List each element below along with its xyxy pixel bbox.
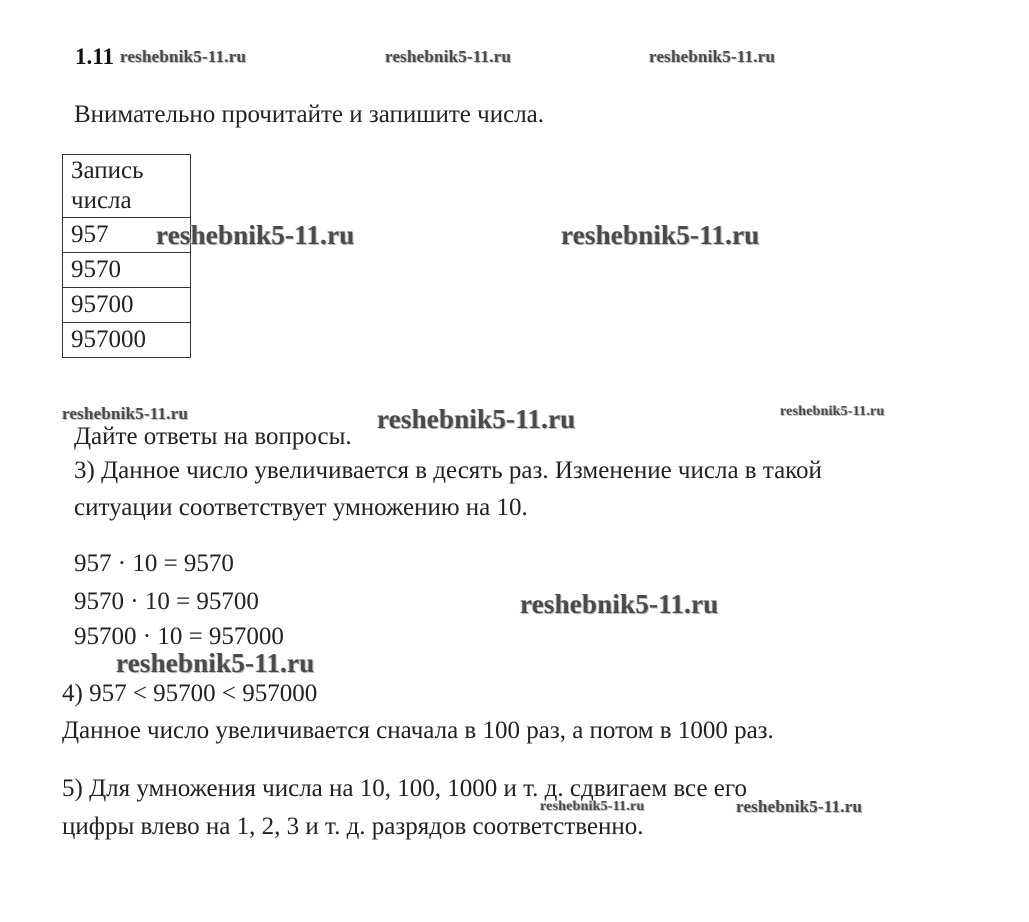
table-row [63,253,191,288]
answer4-line2: Данное число увеличивается сначала в 100 раз, а потом в 1000 раз. [62,717,774,744]
equation-1: 957 · 10 = 9570 [74,550,234,577]
watermark: reshebnik5-11.ru [156,220,355,250]
watermark: reshebnik5-11.ru [377,404,576,434]
watermark: reshebnik5-11.ru [120,47,247,66]
table-cell: 957 [63,218,191,253]
watermark: reshebnik5-11.ru [561,220,760,250]
instruction-text: Внимательно прочитайте и запишите числа. [74,101,545,128]
table-header-cell [63,155,191,218]
table-row [63,288,191,323]
watermark: reshebnik5-11.ru [736,797,863,816]
watermark: reshebnik5-11.ru [649,47,776,66]
answer4-line1: 4) 957 < 95700 < 957000 [62,680,318,707]
watermark: reshebnik5-11.ru [780,404,885,419]
table-cell: 9570 [63,253,191,288]
number-table [62,154,191,358]
table-header-row [63,155,191,218]
task-number: 1.11 [75,44,114,69]
answer5-line2: цифры влево на 1, 2, 3 и т. д. разрядов соответственно. [62,813,644,840]
watermark: reshebnik5-11.ru [540,799,645,814]
answer3-line2: ситуации соответствует умножению на 10. [74,494,528,521]
table-row [63,323,191,358]
answer3-line1: 3) Данное число увеличивается в десять раз. Изменение числа в такой [74,457,822,484]
table-header-line1: Запись [71,157,144,184]
table-cell: 95700 [63,288,191,323]
watermark: reshebnik5-11.ru [62,404,189,423]
watermark: reshebnik5-11.ru [116,648,315,678]
watermark: reshebnik5-11.ru [385,47,512,66]
equation-2: 9570 · 10 = 95700 [74,588,259,615]
equation-3: 95700 · 10 = 957000 [74,623,284,650]
answer5-line1: 5) Для умножения числа на 10, 100, 1000 и т. д. сдвигаем все его [62,775,748,802]
table-header-line2: числа [71,187,132,214]
questions-heading: Дайте ответы на вопросы. [74,423,352,450]
table-cell: 957000 [63,323,191,358]
watermark: reshebnik5-11.ru [520,589,719,619]
